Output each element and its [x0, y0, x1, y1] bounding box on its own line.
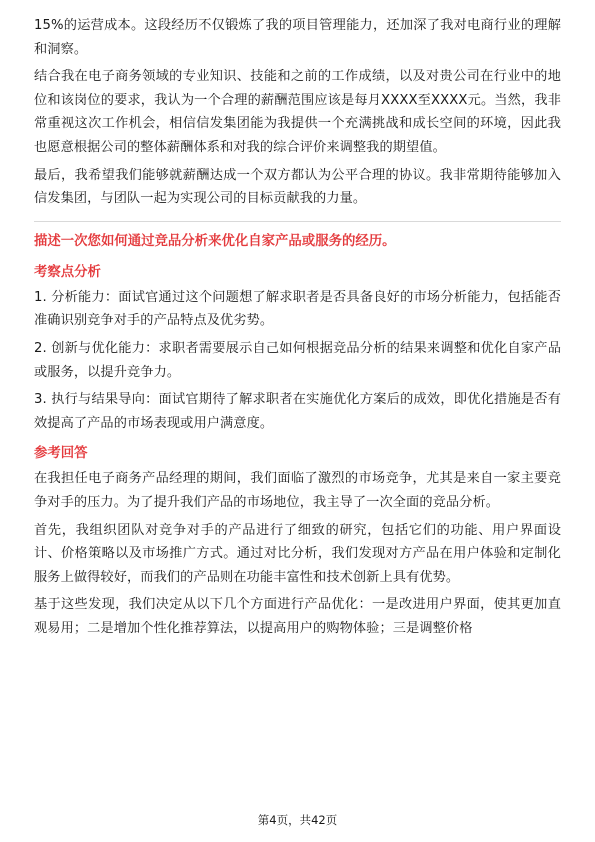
- analysis-heading: 考察点分析: [34, 264, 101, 280]
- body-paragraph: 最后，我希望我们能够就薪酬达成一个双方都认为公平合理的协议。我非常期待能够加入信发集团，与团队一起为实现公司的目标贡献我的力量。: [34, 167, 561, 207]
- question-heading: 描述一次您如何通过竞品分析来优化自家产品或服务的经历。: [34, 233, 396, 249]
- analysis-point: 2. 创新与优化能力：求职者需要展示自己如何根据竞品分析的结果来调整和优化自家产品或服务，以提升竞争力。: [34, 340, 561, 380]
- document-page: [34, 14, 561, 640]
- analysis-point: 3. 执行与结果导向：面试官期待了解求职者在实施优化方案后的成效，即优化措施是否有效提高了产品的市场表现或用户满意度。: [34, 392, 561, 431]
- body-paragraph: 15%的运营成本。这段经历不仅锻炼了我的项目管理能力，还加深了我对电商行业的理解和洞察。: [34, 18, 561, 57]
- answer-paragraph: 首先，我组织团队对竞争对手的产品进行了细致的研究，包括它们的功能、用户界面设计、价格策略以及市场推广方式。通过对比分析，我们发现对方产品在用户体验和定制化服务上做得较好，而我们的产品则在功能丰富性和技术创新上具有优势。: [34, 522, 561, 585]
- page-number: 第4页，共42页: [257, 813, 338, 827]
- body-paragraph: 结合我在电子商务领域的专业知识、技能和之前的工作成绩，以及对贵公司在行业中的地位和该岗位的要求，我认为一个合理的薪酬范围应该是每月XXXX至XXXX元。当然，我非常重视这次工作机会，相信信发集团能为我提供一个充满挑战和成长空间的环境，因此我也愿意根据公司的整体薪酬体系和对我的综合评价来调整我的期望值。: [34, 69, 561, 155]
- analysis-point: 1. 分析能力：面试官通过这个问题想了解求职者是否具备良好的市场分析能力，包括能否准确识别竞争对手的产品特点及优劣势。: [34, 289, 561, 329]
- section-divider: [34, 221, 561, 222]
- answer-heading: 参考回答: [34, 446, 88, 462]
- answer-paragraph: 在我担任电子商务产品经理的期间，我们面临了激烈的市场竞争，尤其是来自一家主要竞争对手的压力。为了提升我们产品的市场地位，我主导了一次全面的竞品分析。: [34, 471, 561, 510]
- answer-paragraph: 基于这些发现，我们决定从以下几个方面进行产品优化：一是改进用户界面，使其更加直观易用；二是增加个性化推荐算法，以提高用户的购物体验；三是调整价格: [34, 597, 561, 636]
